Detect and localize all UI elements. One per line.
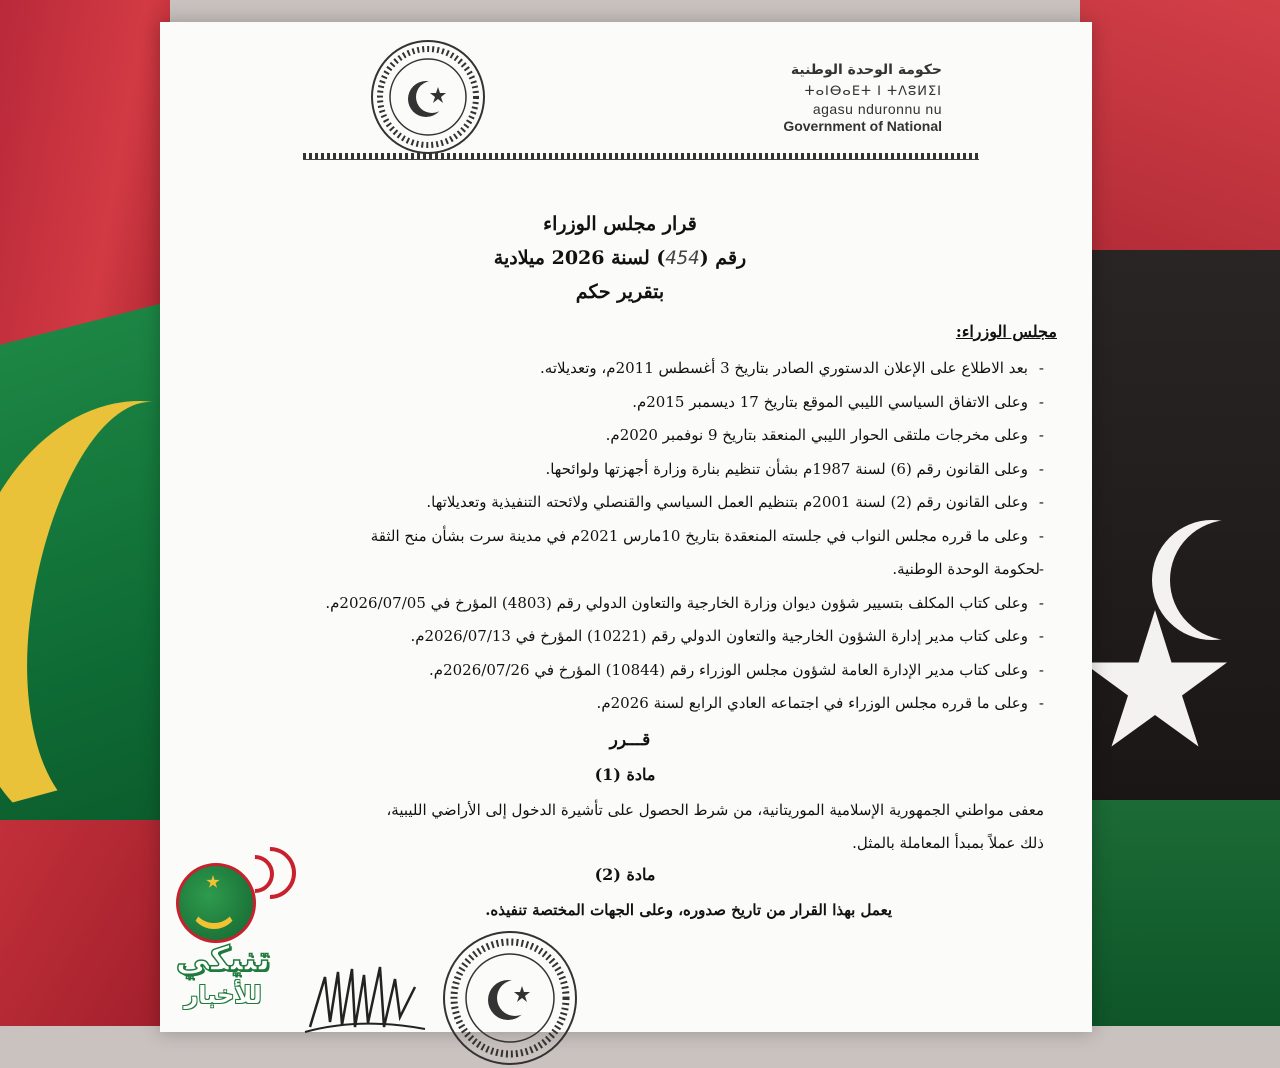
signature-icon xyxy=(300,957,430,1037)
list-item: - وعلى كتاب مدير إدارة الشؤون الخارجية والتعاون الدولي رقم (10221) المؤرخ في 2026/07/13م. xyxy=(204,620,1044,654)
decision-title-block xyxy=(420,207,820,309)
list-item: - وعلى كتاب مدير الإدارة العامة لشؤون مجلس الوزراء رقم (10844) المؤرخ في 2026/07/26م. xyxy=(204,654,1044,688)
decision-number xyxy=(420,241,820,275)
libya-flag-green-band xyxy=(1080,800,1280,1026)
libya-crescent-icon xyxy=(1170,520,1280,640)
list-item-continuation: - لحكومة الوحدة الوطنية. xyxy=(204,553,1044,587)
list-item: - وعلى الاتفاق السياسي الليبي الموقع بتاريخ 17 ديسمبر 2015م. xyxy=(204,386,1044,420)
gov-name-tifinagh: ⵜⴰⵏⴱⴰⴹⵜ ⵏ ⵜⴷⵓⵍⵉⵏ xyxy=(804,84,942,99)
gov-name-arabic: حكومة الوحدة الوطنية xyxy=(790,62,942,78)
article-1-line: معفى مواطني الجمهورية الإسلامية الموريتانية، من شرط الحصول على تأشيرة الدخول إلى الأراضي الليبية، xyxy=(386,801,1044,819)
news-watermark-logo xyxy=(168,855,278,1015)
gov-name-english: Government of National xyxy=(783,118,942,134)
decided-heading: قـــرر xyxy=(609,730,651,750)
state-seal-icon xyxy=(440,928,580,1068)
decision-subject: بتقرير حكم xyxy=(575,281,665,303)
article-1-text xyxy=(204,794,1044,860)
logo-name: تنيكي xyxy=(175,939,271,979)
article-2-label: مادة (2) xyxy=(594,865,656,884)
logo-subtitle: للأخبار xyxy=(184,981,262,1009)
list-item: - وعلى ما قرره مجلس النواب في جلسته المنعقدة بتاريخ 10مارس 2021م في مدينة سرت بشأن منح الثقة xyxy=(204,520,1044,554)
logo-crescent-icon xyxy=(190,883,238,929)
decision-title: قرار مجلس الوزراء xyxy=(543,213,697,235)
list-item: - وعلى القانون رقم (6) لسنة 1987م بشأن تنظيم بنارة وزارة أجهزتها ولوائحها. xyxy=(204,453,1044,487)
state-emblem-icon xyxy=(368,37,488,157)
list-item: - وعلى القانون رقم (2) لسنة 2001م بتنظيم العمل السياسي والقنصلي ولائحته التنفيذية وتعديلاتها. xyxy=(204,486,1044,520)
decision-document xyxy=(160,22,1092,1032)
gov-name-latin: agasu nduronnu nu xyxy=(812,101,942,117)
decision-number-suffix: ) لسنة 2026 ميلادية xyxy=(493,247,666,269)
article-1-line: ذلك عملاً بمبدأ المعاملة بالمثل. xyxy=(852,834,1044,852)
list-item: - وعلى كتاب المكلف بتسيير شؤون ديوان وزارة الخارجية والتعاون الدولي رقم (4803) المؤرخ في 2026/07/05م. xyxy=(204,587,1044,621)
list-item: - وعلى ما قرره مجلس الوزراء في اجتماعه العادي الرابع لسنة 2026م. xyxy=(204,687,1044,721)
article-1-label: مادة (1) xyxy=(594,765,656,784)
decision-number-prefix: رقم ( xyxy=(699,247,747,269)
list-item: - بعد الاطلاع على الإعلان الدستوري الصادر بتاريخ 3 أغسطس 2011م، وتعديلاته. xyxy=(204,352,1044,386)
header-divider-line xyxy=(303,159,979,160)
preamble-label: مجلس الوزراء: xyxy=(955,322,1057,341)
decision-number-handwritten: 454 xyxy=(665,247,700,269)
government-letterhead xyxy=(783,62,942,134)
list-item: - وعلى مخرجات ملتقى الحوار الليبي المنعقد بتاريخ 9 نوفمبر 2020م. xyxy=(204,419,1044,453)
article-2-line: يعمل بهذا القرار من تاريخ صدوره، وعلى الجهات المختصة تنفيذه. xyxy=(485,901,892,919)
preamble-clauses xyxy=(204,352,1044,721)
libya-flag-red-band xyxy=(1080,0,1280,270)
